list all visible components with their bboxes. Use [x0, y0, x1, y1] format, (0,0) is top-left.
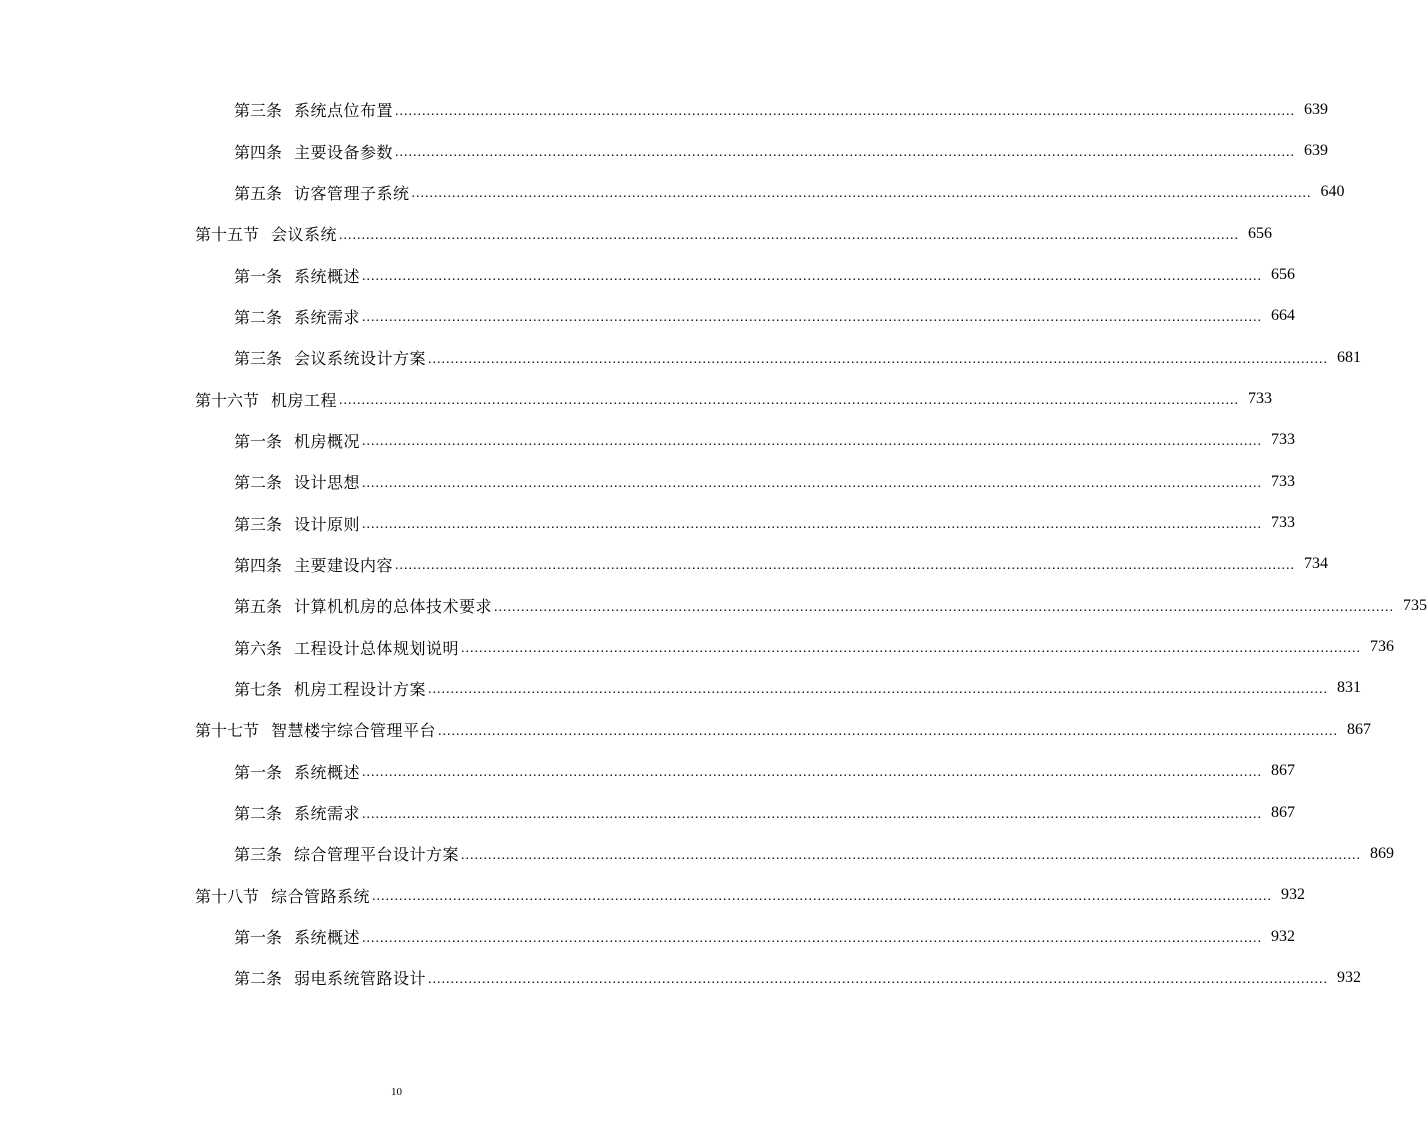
toc-entry-page: 640	[1320, 183, 1345, 201]
toc-entry-number: 第四条	[234, 555, 283, 575]
toc-article-row[interactable]	[0, 296, 1296, 337]
toc-entry-page: 932	[1337, 968, 1362, 986]
toc-entry-title: 系统概述	[294, 762, 361, 782]
toc-dot-leader: ........................................................................................................................................................................................................	[428, 682, 1329, 698]
toc-article-row[interactable]	[0, 957, 1362, 998]
toc-article-row[interactable]	[0, 544, 1329, 585]
toc-entry-title: 主要设备参数	[294, 142, 394, 162]
toc-dot-leader: ........................................................................................................................................................................................................	[411, 186, 1312, 202]
toc-dot-leader: ........................................................................................................................................................................................................	[428, 971, 1329, 987]
toc-article-row[interactable]	[0, 668, 1362, 709]
toc-dot-leader: ........................................................................................................................................................................................................	[461, 641, 1362, 657]
toc-dot-leader: ........................................................................................................................................................................................................	[339, 227, 1240, 243]
toc-entry-page: 932	[1271, 927, 1296, 945]
toc-article-row[interactable]	[0, 172, 1345, 213]
toc-article-row[interactable]	[0, 916, 1296, 957]
toc-entry-number: 第一条	[234, 431, 283, 451]
toc-dot-leader: ........................................................................................................................................................................................................	[362, 269, 1263, 285]
toc-entry-number: 第十六节	[195, 390, 260, 410]
toc-entry-number: 第二条	[234, 307, 283, 327]
toc-entry-number: 第三条	[234, 349, 283, 369]
toc-entry-page: 733	[1271, 472, 1296, 490]
toc-article-row[interactable]	[0, 254, 1296, 295]
toc-entry-title: 智慧楼宇综合管理平台	[271, 721, 437, 741]
toc-entry-page: 639	[1304, 100, 1329, 118]
toc-dot-leader: ........................................................................................................................................................................................................	[428, 351, 1329, 367]
toc-entry-title: 机房概况	[294, 431, 361, 451]
toc-entry-page: 733	[1248, 390, 1273, 408]
toc-entry-number: 第四条	[234, 142, 283, 162]
toc-article-row[interactable]	[0, 461, 1296, 502]
toc-entry-title: 主要建设内容	[294, 555, 394, 575]
toc-entry-page: 681	[1337, 348, 1362, 366]
toc-entry-number: 第三条	[234, 845, 283, 865]
toc-entry-title: 会议系统设计方案	[294, 349, 427, 369]
toc-dot-leader: ........................................................................................................................................................................................................	[362, 806, 1263, 822]
toc-entry-title: 会议系统	[271, 225, 338, 245]
toc-entry-title: 设计思想	[294, 473, 361, 493]
toc-dot-leader: ........................................................................................................................................................................................................	[395, 558, 1296, 574]
toc-entry-number: 第六条	[234, 638, 283, 658]
toc-dot-leader: ........................................................................................................................................................................................................	[395, 103, 1296, 119]
toc-entry-number: 第三条	[234, 101, 283, 121]
toc-article-row[interactable]	[0, 89, 1329, 130]
toc-entry-page: 735	[1403, 596, 1427, 614]
toc-entry-number: 第十七节	[195, 721, 260, 741]
toc-entry-page: 867	[1271, 762, 1296, 780]
toc-entry-number: 第二条	[234, 804, 283, 824]
toc-article-row[interactable]	[0, 585, 1427, 626]
toc-entry-title: 计算机机房的总体技术要求	[294, 597, 493, 617]
toc-article-row[interactable]	[0, 792, 1296, 833]
toc-entry-title: 系统概述	[294, 266, 361, 286]
toc-section-row[interactable]	[0, 213, 1273, 254]
toc-article-row[interactable]	[0, 502, 1296, 543]
toc-entry-title: 综合管理平台设计方案	[294, 845, 460, 865]
toc-article-row[interactable]	[0, 420, 1296, 461]
toc-article-row[interactable]	[0, 130, 1329, 171]
toc-article-row[interactable]	[0, 751, 1296, 792]
toc-section-row[interactable]	[0, 378, 1273, 419]
toc-section-row[interactable]	[0, 709, 1372, 750]
toc-entry-page: 733	[1271, 431, 1296, 449]
toc-entry-page: 867	[1347, 720, 1372, 738]
toc-dot-leader: ........................................................................................................................................................................................................	[362, 517, 1263, 533]
toc-entry-page: 831	[1337, 679, 1362, 697]
toc-entry-title: 机房工程设计方案	[294, 679, 427, 699]
toc-entry-title: 工程设计总体规划说明	[294, 638, 460, 658]
toc-entry-page: 733	[1271, 514, 1296, 532]
toc-entry-number: 第五条	[234, 183, 283, 203]
toc-dot-leader: ........................................................................................................................................................................................................	[494, 599, 1395, 615]
toc-entry-page: 932	[1281, 886, 1306, 904]
toc-entry-number: 第一条	[234, 266, 283, 286]
toc-entry-page: 736	[1370, 638, 1395, 656]
toc-dot-leader: ........................................................................................................................................................................................................	[362, 930, 1263, 946]
toc-article-row[interactable]	[0, 626, 1395, 667]
toc-entry-title: 系统点位布置	[294, 101, 394, 121]
toc-dot-leader: ........................................................................................................................................................................................................	[438, 723, 1339, 739]
toc-entry-page: 656	[1271, 266, 1296, 284]
toc-dot-leader: ........................................................................................................................................................................................................	[395, 145, 1296, 161]
toc-entry-title: 系统需求	[294, 307, 361, 327]
toc-entry-number: 第五条	[234, 597, 283, 617]
toc-dot-leader: ........................................................................................................................................................................................................	[372, 889, 1273, 905]
toc-entry-number: 第二条	[234, 473, 283, 493]
toc-entry-number: 第三条	[234, 514, 283, 534]
toc-entry-title: 访客管理子系统	[294, 183, 410, 203]
toc-article-row[interactable]	[0, 833, 1395, 874]
toc-dot-leader: ........................................................................................................................................................................................................	[362, 765, 1263, 781]
toc-dot-leader: ........................................................................................................................................................................................................	[362, 434, 1263, 450]
toc-entry-page: 639	[1304, 142, 1329, 160]
toc-entry-page: 734	[1304, 555, 1329, 573]
toc-entry-number: 第十五节	[195, 225, 260, 245]
toc-entry-title: 综合管路系统	[271, 886, 371, 906]
toc-article-row[interactable]	[0, 337, 1362, 378]
toc-entry-page: 656	[1248, 224, 1273, 242]
toc-entry-number: 第十八节	[195, 886, 260, 906]
toc-entry-title: 弱电系统管路设计	[294, 969, 427, 989]
toc-dot-leader: ........................................................................................................................................................................................................	[461, 847, 1362, 863]
toc-dot-leader: ........................................................................................................................................................................................................	[362, 310, 1263, 326]
toc-entry-title: 系统概述	[294, 928, 361, 948]
toc-entry-page: 869	[1370, 844, 1395, 862]
toc-entry-page: 867	[1271, 803, 1296, 821]
toc-entry-number: 第一条	[234, 762, 283, 782]
toc-entry-title: 系统需求	[294, 804, 361, 824]
toc-entry-title: 设计原则	[294, 514, 361, 534]
toc-entry-page: 664	[1271, 307, 1296, 325]
toc-entry-number: 第七条	[234, 679, 283, 699]
toc-entry-number: 第一条	[234, 928, 283, 948]
toc-dot-leader: ........................................................................................................................................................................................................	[362, 475, 1263, 491]
page-number: 10	[391, 1086, 402, 1098]
toc-entry-number: 第二条	[234, 969, 283, 989]
table-of-contents	[0, 89, 1427, 999]
toc-entry-title: 机房工程	[271, 390, 338, 410]
toc-dot-leader: ........................................................................................................................................................................................................	[339, 393, 1240, 409]
toc-section-row[interactable]	[0, 875, 1306, 916]
